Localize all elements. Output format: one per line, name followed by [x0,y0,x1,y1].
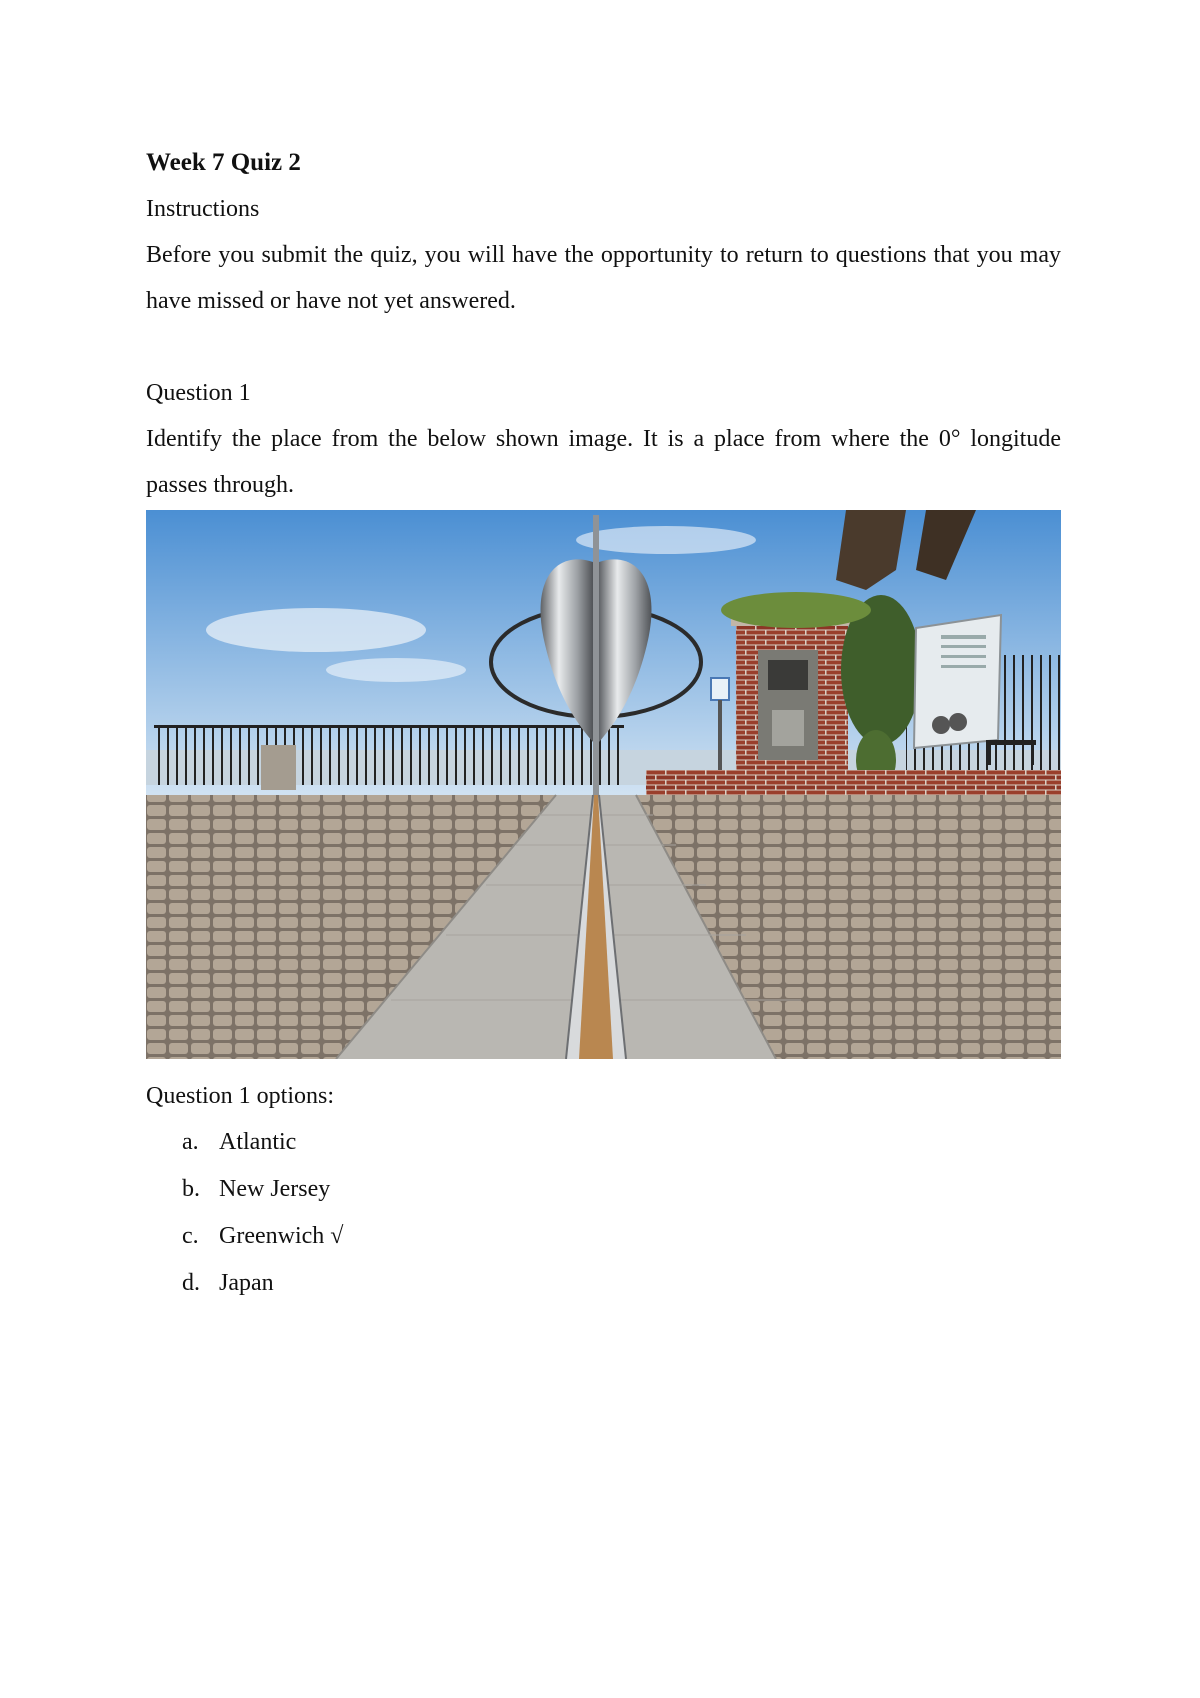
question-prompt: Identify the place from the below shown image. It is a place from where the 0° longitude passes through. [146,426,1061,498]
option-text: Greenwich √ [219,1223,344,1249]
option-c [182,1213,1061,1260]
answer-options [146,1119,1061,1307]
option-letter: c. [182,1223,199,1249]
quiz-title: Week 7 Quiz 2 [146,149,301,176]
option-b [182,1166,1061,1213]
option-d [182,1260,1061,1307]
option-letter: d. [182,1270,200,1296]
option-letter: b. [182,1176,200,1202]
option-a [182,1119,1061,1166]
prime-meridian-photo [146,510,1061,1059]
instructions-text: Before you submit the quiz, you will have the opportunity to return to questions that you may have missed or have not yet answered. [146,242,1061,314]
quiz-document [146,140,1061,1307]
question-heading: Question 1 [146,380,251,406]
spacer [146,324,1061,370]
option-text: New Jersey [219,1176,331,1202]
options-heading: Question 1 options: [146,1083,335,1109]
option-text: Japan [219,1270,274,1296]
option-letter: a. [182,1129,199,1155]
option-text: Atlantic [219,1129,297,1155]
instructions-heading: Instructions [146,196,260,222]
